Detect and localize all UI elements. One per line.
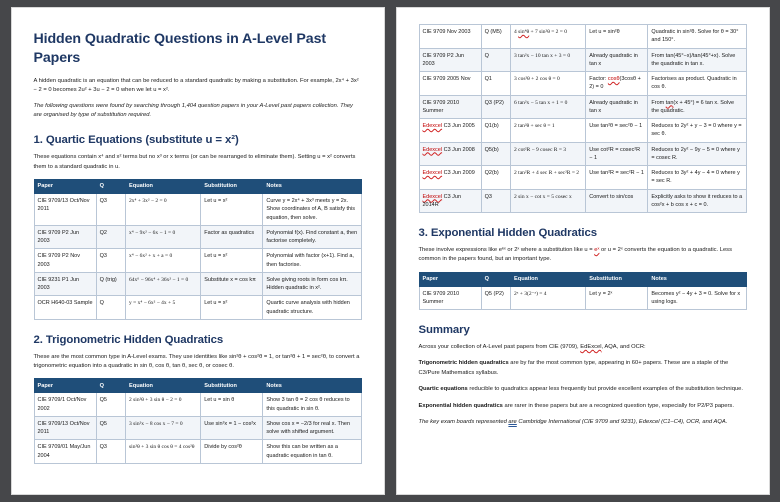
cell-equation: [126, 225, 201, 249]
cell-equation: 3 sin²x − 8 cos x − 7 = 0: [129, 420, 183, 427]
table-header-row: [419, 272, 746, 286]
cell-substitution: Let u = x²: [204, 253, 228, 260]
cell-notes: [263, 416, 361, 440]
spellcheck-error-cell-paper[interactable]: Edexcel: [422, 146, 443, 153]
cell-equation: sin²θ + 3 sin θ cos θ = 4 cos²θ: [129, 444, 195, 451]
cell-paper: [419, 286, 481, 310]
cell-substitution: Use tan²θ = sec²θ − 1: [589, 123, 643, 129]
cell-notes: [648, 189, 746, 213]
section-3-intro: [419, 246, 747, 265]
cell-paper: [34, 249, 96, 273]
summary-heading: Summary: [418, 324, 470, 337]
table-row: [419, 189, 746, 213]
cell-paper: CIE 9709/13 Oct/Nov 2011: [37, 198, 90, 213]
cell-equation: 2ˣ + 3(2⁻ˣ) = 4: [514, 290, 547, 297]
cell-paper: CIE 9709 P2 Jun 2003: [422, 52, 465, 67]
grammar-suggestion-are[interactable]: are: [508, 418, 517, 425]
cell-notes: Polynomial with factor (x+1). Find a, then factorise.: [266, 253, 354, 268]
cell-equation: 3 cos²θ + 2 cos θ = 0: [514, 76, 560, 82]
table-row: [34, 393, 361, 417]
cell-substitution: [586, 119, 648, 143]
column-header-equation: Equation: [126, 179, 201, 193]
cell-q: Q5 (P2): [484, 290, 504, 297]
cell-equation: 64x⁶ − 96x⁴ + 36x² − 1 = 0: [129, 276, 189, 283]
cell-substitution: [586, 189, 648, 213]
summary-bullet-term: Exponential hidden quadratics: [418, 402, 503, 409]
column-header-q: Q: [96, 179, 125, 193]
table-row: [34, 225, 361, 249]
table-row: [419, 48, 746, 72]
column-header-paper: Paper: [419, 272, 481, 286]
cell-substitution: [586, 166, 648, 190]
cell-q: Q3: [99, 198, 107, 204]
cell-equation: [511, 119, 586, 143]
cell-q: [96, 296, 125, 320]
cell-equation: [511, 142, 586, 166]
section-2-heading: 2. Trigonometric Hidden Quadratics: [33, 333, 224, 346]
cell-equation: 3 tan²x − 10 tan x + 3 = 0: [514, 52, 571, 59]
cell-paper: [419, 72, 481, 96]
cell-q: [481, 25, 510, 49]
cell-paper: CIE 9709 2005 Nov: [422, 76, 471, 82]
column-header-notes: Notes: [263, 179, 361, 193]
table-row: [419, 166, 746, 190]
cell-notes: Show 3 tan θ = 2 cos θ reduces to this quadratic in sin θ.: [266, 397, 350, 412]
table-row: [419, 95, 746, 119]
cell-substitution: Use tan²R = sec²R − 1: [589, 170, 644, 176]
cell-paper: CIE 9231 P1 Jun 2003: [37, 276, 80, 291]
cell-substitution: [586, 95, 648, 119]
column-header-q: Q: [481, 272, 510, 286]
cell-substitution-prefix: Factor:: [589, 76, 608, 82]
cell-equation: 2 cot²R − 9 cosec R = 3: [514, 146, 567, 153]
summary-bullet-text: are rarer in these papers but are a recognized question type, especially for P2/P3 papers.: [502, 402, 734, 409]
cell-q: Q (trig): [99, 276, 117, 283]
cell-paper: OCR H640-03 Sample: [37, 300, 93, 307]
cell-equation: 6 tan²x − 5 tan x + 1 = 0: [514, 99, 568, 106]
section-3-intro-prefix: These involve expressions like eᵏˣ or 2ˣ where a substitution like u =: [418, 246, 595, 253]
cell-paper: [419, 142, 481, 166]
cell-notes: Show cos x = −2/3 for real x. Then solve with shifted argument.: [266, 420, 351, 436]
spellcheck-error-cell-paper[interactable]: Edexcel: [422, 170, 443, 176]
spellcheck-error-cell-paper[interactable]: Edexcel: [422, 123, 443, 129]
cell-paper: [34, 440, 96, 464]
cell-notes: Reduces to 3y² + 4y − 4 = 0 where y = sec R.: [651, 170, 740, 185]
cell-paper: [419, 119, 481, 143]
table-row: [419, 25, 746, 49]
cell-equation: 2x⁴ + 3x² − 2 = 0: [129, 198, 167, 204]
cell-q: [481, 72, 510, 96]
cell-notes: [263, 225, 361, 249]
cell-q: [96, 249, 125, 273]
cell-equation: [511, 189, 586, 213]
cell-q: [96, 393, 125, 417]
cell-q: Q3: [484, 193, 492, 200]
summary-bullet-text: are by far the most common type, appearing in 60+ papers. These are a staple of the C3/Pure Mathematics syllabus.: [418, 360, 729, 376]
cell-paper-suffix: C3 Jun 2005: [442, 123, 475, 129]
cell-substitution: Use sin²x = 1 − cos²x: [204, 420, 256, 427]
cell-equation: 2 sin²θ + 3 sin θ − 2 = 0: [129, 397, 182, 404]
cell-equation-suffix: + 7 sin²θ = 2 = 0: [529, 29, 568, 35]
cell-notes: [263, 194, 361, 226]
cell-paper-suffix: C3 Jun 2014R: [422, 193, 462, 208]
cell-paper: [34, 225, 96, 249]
cell-substitution: Factor as quadratics: [204, 229, 255, 236]
cell-notes: Factorises as product. Quadratic in cos θ.: [651, 76, 737, 91]
cell-paper: [34, 393, 96, 417]
cell-q: Q1: [484, 76, 492, 82]
summary-lead-suffix: , AQA, and OCR:: [601, 344, 646, 351]
column-header-notes: Notes: [263, 379, 361, 393]
cell-substitution: Use cot²R = cosec²R − 1: [589, 146, 641, 161]
cell-substitution: [201, 416, 263, 440]
document-page-2: [396, 7, 770, 495]
spellcheck-error-section-3-intro[interactable]: eˣ: [594, 246, 600, 253]
cell-substitution: [201, 249, 263, 273]
cell-equation: [126, 416, 201, 440]
cell-q: Q: [99, 300, 104, 307]
table-row: [34, 416, 361, 440]
column-header-substitution: Substitution: [201, 379, 263, 393]
cell-substitution: Let u = sin²θ: [589, 29, 620, 35]
cell-substitution: Convert to sin/cos: [589, 193, 634, 200]
cell-paper: CIE 9709 P2 Jun 2003: [37, 229, 80, 244]
column-header-paper: Paper: [34, 179, 96, 193]
cell-equation: [126, 272, 201, 296]
cell-notes: Quartic curve analysis with hidden quadratic structure.: [266, 300, 350, 315]
cell-notes: Quadratic in sin²θ. Solve for θ = 30° and 150°.: [651, 29, 739, 44]
cell-q: [96, 225, 125, 249]
table-row: [34, 440, 361, 464]
cell-notes: [648, 286, 746, 310]
section-3-heading: 3. Exponential Hidden Quadratics: [418, 227, 597, 239]
cell-q: [481, 95, 510, 119]
cell-substitution: Substitute x = cos kπ: [204, 276, 256, 283]
summary-lead-prefix: Across your collection of A-Level past papers from CIE (9709),: [418, 344, 581, 351]
spellcheck-error-cell-substitution[interactable]: cosθ: [607, 76, 620, 82]
table-row: [34, 194, 361, 226]
cell-equation: [126, 194, 201, 226]
cell-notes: [263, 249, 361, 273]
trigonometric-quadratics-table-part2: [419, 24, 747, 213]
cell-q: [481, 286, 510, 310]
cell-equation: [126, 393, 201, 417]
cell-q: Q5: [99, 397, 107, 404]
cell-q: Q: [484, 52, 489, 59]
cell-paper: [34, 296, 96, 320]
cell-notes: [648, 95, 746, 119]
trigonometric-quadratics-table-part1: [34, 378, 362, 464]
cell-substitution: Already quadratic in tan x: [589, 52, 638, 67]
table-row: [419, 286, 746, 310]
cell-equation: [511, 286, 586, 310]
cell-substitution: [201, 194, 263, 226]
table-row: [34, 272, 361, 296]
cell-equation: [126, 249, 201, 273]
summary-bullet-text: reducible to quadratics appear less frequently but provide excellent examples of the substitution technique.: [467, 386, 743, 393]
column-header-equation: Equation: [511, 272, 586, 286]
cell-notes: [648, 25, 746, 49]
cell-q: [481, 142, 510, 166]
cell-paper: CIE 9709 2010 Summer: [422, 99, 460, 114]
table-row: [34, 296, 361, 320]
cell-q: [96, 272, 125, 296]
cell-paper: [34, 194, 96, 226]
column-header-notes: Notes: [648, 272, 746, 286]
cell-substitution: Let u = x²: [204, 198, 228, 204]
cell-equation-prefix: 4: [514, 29, 519, 35]
cell-q: [481, 166, 510, 190]
column-header-q: Q: [96, 379, 125, 393]
cell-paper: [419, 189, 481, 213]
page-title: Hidden Quadratic Questions in A-Level Past Papers: [33, 31, 326, 66]
cell-q: Q (M5): [484, 29, 502, 35]
spellcheck-error-edexcel[interactable]: EdExcel: [580, 344, 602, 351]
cell-equation: [126, 296, 201, 320]
cell-q: Q1(b): [484, 123, 499, 129]
cell-equation: [126, 440, 201, 464]
summary-bullet-term: Trigonometric hidden quadratics: [418, 360, 509, 367]
cell-paper: [34, 416, 96, 440]
summary-bullet: [419, 359, 747, 378]
summary-bullet: [419, 402, 747, 411]
spellcheck-error-cell-equation[interactable]: sin⁴θ: [518, 29, 530, 35]
cell-equation: 2 tan²θ + sec θ = 1: [514, 123, 555, 129]
cell-paper-suffix: C3 Jun 2008: [442, 146, 475, 153]
column-header-paper: Paper: [34, 379, 96, 393]
cell-equation: 2 sin x − cot x = 5 cosec x: [514, 193, 572, 200]
cell-substitution: [586, 48, 648, 72]
cell-equation: 2 tan²R + 4 sec R + sec²R = 2: [514, 170, 580, 176]
table-row: [419, 142, 746, 166]
cell-paper: CIE 9709/1 Oct/Nov 2002: [37, 397, 87, 412]
cell-substitution: [201, 225, 263, 249]
column-header-substitution: Substitution: [586, 272, 648, 286]
cell-q: Q5: [99, 420, 107, 427]
cell-notes: [263, 296, 361, 320]
cell-notes: Curve y = 2x⁴ + 3x³ meets y = 2x. Show coordinates of A, B satisfy this equation, then solve.: [266, 198, 356, 221]
cell-q: [481, 119, 510, 143]
cell-q: Q2: [99, 229, 107, 236]
cell-q: [481, 189, 510, 213]
intro-paragraph: A hidden quadratic is an equation that can be reduced to a standard quadratic by making a substitution. For example, 2x⁴ + 3x² − 2 = 0 becomes 2u² + 3u − 2 = 0 when we let u = x².: [33, 77, 359, 94]
cell-notes: Becomes y² − 4y + 3 = 0. Solve for x using logs.: [651, 290, 741, 305]
cell-notes: [263, 393, 361, 417]
cell-paper: [419, 166, 481, 190]
table-header-row: [34, 379, 361, 393]
cell-substitution: Let u = x²: [204, 300, 228, 307]
cell-q: Q5(b): [484, 146, 499, 153]
cell-q: [481, 48, 510, 72]
cell-substitution: [201, 296, 263, 320]
cell-notes: Polynomial f(x). Find constant a, then factorise completely.: [266, 229, 358, 244]
cell-paper: [419, 25, 481, 49]
spellcheck-error-cell-paper[interactable]: Edexcel: [422, 193, 443, 200]
cell-notes: [648, 48, 746, 72]
spellcheck-error-cell-notes[interactable]: tan: [665, 99, 674, 106]
cell-substitution: Already quadratic in tan x: [589, 99, 638, 114]
cell-paper: CIE 9709 Nov 2003: [422, 29, 471, 35]
cell-substitution: [586, 142, 648, 166]
cell-notes: [648, 142, 746, 166]
cell-equation: [511, 95, 586, 119]
quartic-equations-table: [34, 179, 362, 320]
table-row: [419, 72, 746, 96]
cell-substitution: [586, 25, 648, 49]
section-2-intro: These are the most common type in A-Level exams. They use identities like sin²θ + cos²θ = 1, or tan²θ + 1 = sec²θ, to convert a trigonometric equation into a quadratic in sin θ, cos θ, tan θ, sec θ, or cosec θ.: [33, 353, 360, 369]
cell-notes: [648, 72, 746, 96]
cell-equation: x⁴ − 6x² + x + a = 0: [129, 253, 173, 260]
cell-notes-suffix: (x + 45°) = 6 tan x. Solve the quadratic.: [651, 99, 734, 114]
exponential-quadratics-table: [419, 272, 747, 311]
cell-substitution: [201, 440, 263, 464]
section-1-heading: 1. Quartic Equations (substitute u = x²): [33, 134, 239, 147]
cell-notes: Reduces to 2y² + y − 3 = 0 where y = sec θ.: [651, 123, 742, 138]
cell-substitution: [201, 393, 263, 417]
table-row: [419, 119, 746, 143]
cell-paper: CIE 9709/13 Oct/Nov 2011: [37, 420, 90, 436]
cell-equation: [511, 48, 586, 72]
cell-substitution: [586, 72, 648, 96]
cell-substitution: Let y = 2ˣ: [589, 290, 613, 297]
cell-q: [96, 194, 125, 226]
cell-equation: x⁴ − 9x² − 6x − 1 = 0: [129, 229, 176, 236]
cell-substitution: Let u = sin θ: [204, 397, 235, 404]
cell-q: Q3: [99, 444, 107, 451]
table-row: [34, 249, 361, 273]
cell-notes-prefix: From: [651, 99, 666, 106]
cell-equation: [511, 72, 586, 96]
cell-q: [96, 416, 125, 440]
cell-notes: Reduces to 2y² − 9y − 5 = 0 where y = cosec R.: [651, 146, 740, 161]
cell-substitution: [201, 272, 263, 296]
summary-bullet-term: Quartic equations: [418, 386, 468, 393]
cell-paper: CIE 9709 2010 Summer: [422, 290, 460, 305]
cell-paper: [34, 272, 96, 296]
document-page-1: [11, 7, 385, 495]
cell-paper: CIE 9709 P2 Nov 2003: [37, 253, 80, 268]
cell-notes: [263, 272, 361, 296]
cell-notes: Explicitly asks to show it reduces to a cos²x + b cos x + c = 0.: [651, 193, 743, 208]
cell-notes: From tan(45°−x)/tan(45°+x). Solve the quadratic in tan x.: [651, 52, 736, 67]
section-3-intro-suffix: or u = 2ˣ converts the equation to a quadratic. Less common in the papers found, but an important type.: [418, 246, 732, 263]
cell-equation: y = x⁴ − 6x² − 4x + 5: [129, 300, 176, 307]
cell-q: Q3 (P2): [484, 99, 504, 106]
intro-italic-paragraph: The following questions were found by searching through 1,404 question papers in your A-Level past papers collection. They are organised by type of substitution required.: [33, 102, 353, 118]
section-1-intro: These equations contain x⁴ and x² terms but no x³ or x terms (or can be rearranged to eliminate them). Setting u = x² converts them to a standard quadratic in u.: [33, 154, 356, 170]
cell-notes: Show this can be written as a quadratic equation in tan θ.: [266, 444, 338, 459]
summary-closing-suffix: Cambridge International (CIE 9709 and 9231), Edexcel (C1–C4), OCR, and AQA.: [516, 418, 728, 425]
summary-lead: [419, 343, 747, 352]
cell-substitution: [586, 286, 648, 310]
cell-paper-suffix: C3 Jun 2009: [442, 170, 475, 176]
cell-q: Q2(b): [484, 170, 499, 176]
summary-closing-prefix: The key exam boards represented: [418, 418, 509, 425]
cell-substitution: Divide by cos²θ: [204, 444, 242, 451]
cell-notes: Solve giving roots in form cos kπ. Hidden quadratic in x².: [266, 276, 348, 291]
cell-notes: [648, 119, 746, 143]
cell-paper: [419, 95, 481, 119]
cell-paper: CIE 9709/01 May/Jun 2004: [37, 444, 91, 459]
column-header-substitution: Substitution: [201, 179, 263, 193]
summary-bullet: [419, 385, 747, 394]
cell-notes: [648, 166, 746, 190]
summary-closing: [419, 418, 747, 427]
cell-q: Q3: [99, 253, 107, 260]
cell-equation: [511, 166, 586, 190]
cell-paper: [419, 48, 481, 72]
cell-notes: [263, 440, 361, 464]
table-header-row: [34, 179, 361, 193]
cell-substitution-suffix: (3cosθ + 2) = 0: [589, 76, 641, 91]
cell-q: [96, 440, 125, 464]
cell-equation: [511, 25, 586, 49]
column-header-equation: Equation: [126, 379, 201, 393]
summary-bullets: [419, 359, 747, 411]
